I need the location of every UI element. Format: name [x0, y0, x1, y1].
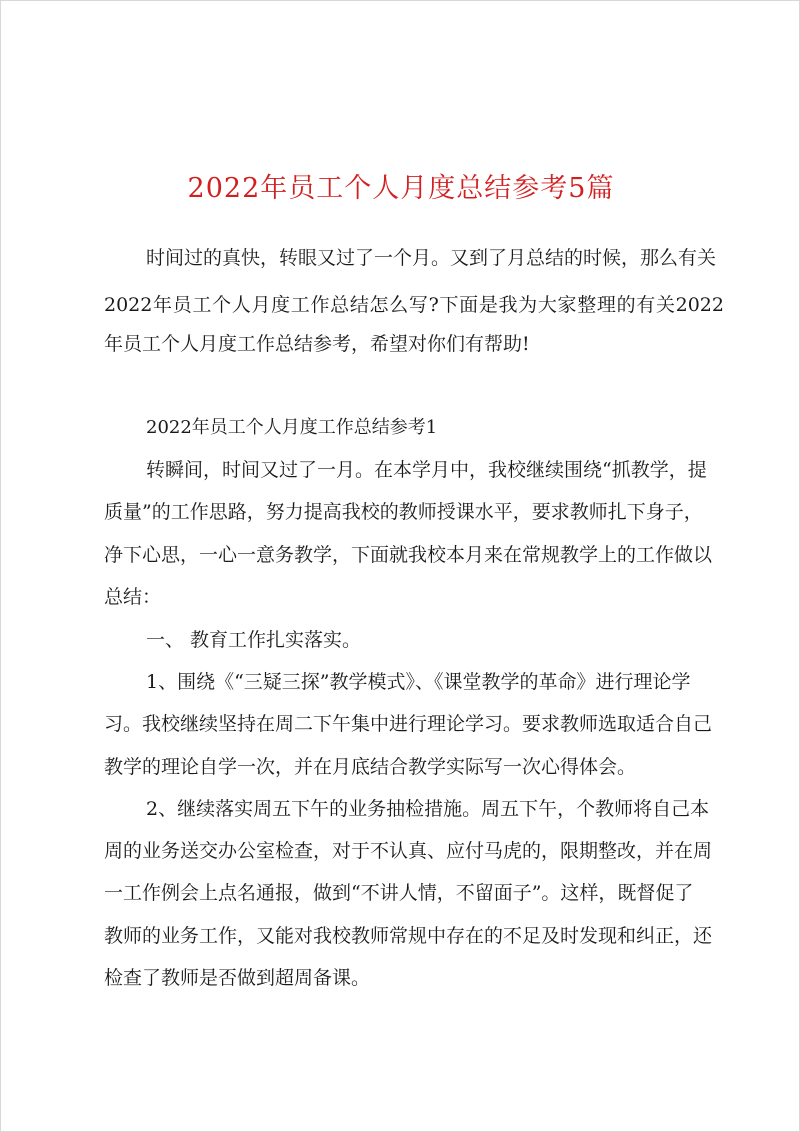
paragraph-line: 2、继续落实周五下午的业务抽检措施。周五下午，个教师将自己本: [146, 798, 710, 820]
paragraph-line: 1、围绕《“三疑三探”教学模式》、《课堂教学的革命》进行理论学: [146, 671, 691, 693]
paragraph-line: 2022年员工个人月度工作总结怎么写?下面是我为大家整理的有关2022: [104, 294, 724, 316]
paragraph-line: 检查了教师是否做到超周备课。: [104, 967, 371, 989]
paragraph-line: 总结：: [104, 586, 162, 608]
paragraph-line: 教师的业务工作，又能对我校教师常规中存在的不足及时发现和纠正，还: [104, 925, 713, 947]
paragraph-line: 周的业务送交办公室检查，对于不认真、应付马虎的，限期整改，并在周: [104, 840, 713, 862]
subsection-heading: 一、 教育工作扎实落实。: [146, 629, 362, 651]
paragraph-line: 转瞬间，时间又过了一月。在本学月中，我校继续围绕“抓教学，提: [146, 459, 707, 481]
paragraph-line: 净下心思，一心一意务教学，下面就我校本月来在常规教学上的工作做以: [104, 544, 713, 566]
document-title: 2022年员工个人月度总结参考5篇: [187, 173, 615, 204]
paragraph-line: 习。我校继续坚持在周二下午集中进行理论学习。要求教师选取适合自己: [104, 713, 713, 735]
paragraph-line: 时间过的真快，转眼又过了一个月。又到了月总结的时候，那么有关: [146, 247, 717, 269]
paragraph-line: 教学的理论自学一次，并在月底结合教学实际写一次心得体会。: [104, 756, 637, 778]
paragraph-line: 一工作例会上点名通报，做到“不讲人情，不留面子”。这样，既督促了: [104, 882, 694, 904]
paragraph-line: 年员工个人月度工作总结参考，希望对你们有帮助!: [104, 333, 530, 355]
section-heading: 2022年员工个人月度工作总结参考1: [146, 417, 438, 438]
paragraph-line: 质量”的工作思路，努力提高我校的教师授课水平，要求教师扎下身子，: [104, 501, 703, 523]
